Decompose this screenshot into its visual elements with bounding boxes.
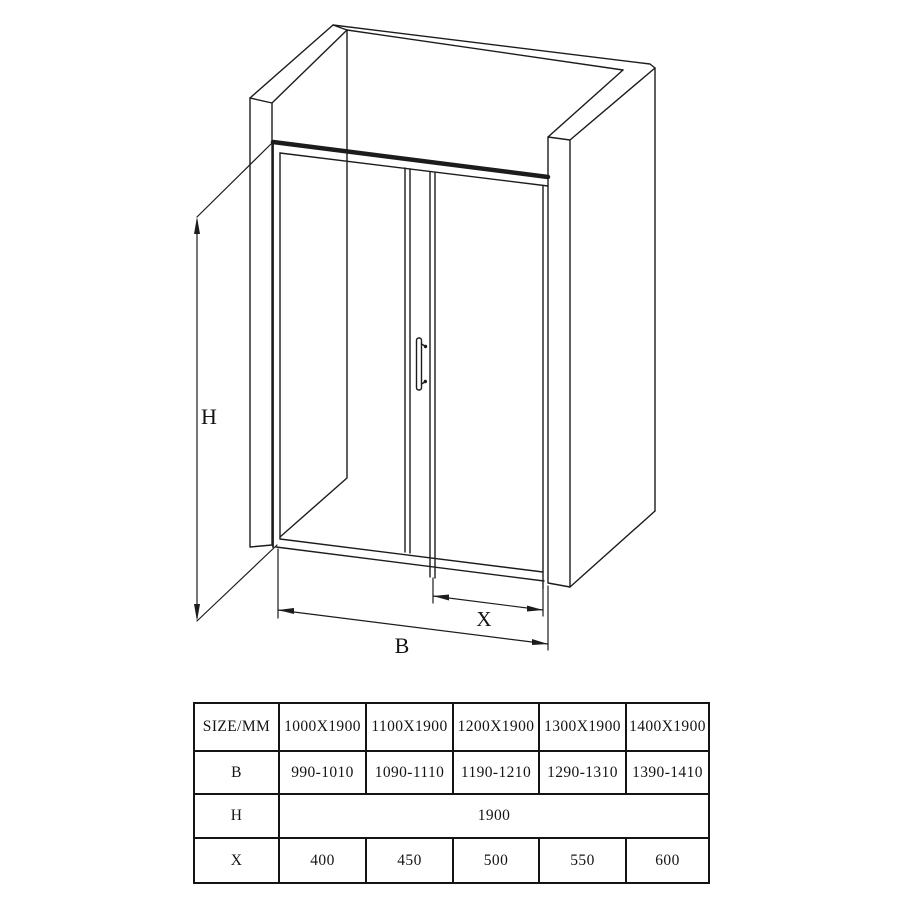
dimension-h bbox=[194, 142, 277, 621]
table-header-size-1: 1000X1900 bbox=[280, 704, 367, 752]
row-h-value: 1900 bbox=[280, 795, 710, 839]
arrow-left-icon bbox=[433, 595, 449, 601]
table-header-size-4: 1300X1900 bbox=[540, 704, 627, 752]
enclosure-walls bbox=[250, 25, 655, 587]
row-b-value-4: 1290-1310 bbox=[540, 752, 627, 795]
row-x-value-2: 450 bbox=[367, 839, 454, 884]
row-b-value-5: 1390-1410 bbox=[627, 752, 710, 795]
plane-bottom-edge bbox=[197, 545, 277, 621]
arrow-up-icon bbox=[194, 217, 200, 234]
door-handle-icon bbox=[417, 338, 428, 390]
row-b-value-3: 1190-1210 bbox=[454, 752, 540, 795]
sliding-panel bbox=[430, 172, 543, 589]
row-x-value-3: 500 bbox=[454, 839, 540, 884]
row-x-value-1: 400 bbox=[280, 839, 367, 884]
arrow-right-icon bbox=[532, 639, 548, 645]
door-frame bbox=[273, 142, 548, 589]
row-x-value-5: 600 bbox=[627, 839, 710, 884]
arrow-left-icon bbox=[278, 608, 294, 614]
row-h-label: H bbox=[195, 795, 280, 839]
arrow-right-icon bbox=[527, 606, 543, 612]
row-b-value-2: 1090-1110 bbox=[367, 752, 454, 795]
row-x-label: X bbox=[195, 839, 280, 884]
row-x-value-4: 550 bbox=[540, 839, 627, 884]
slide-dimension-label: X bbox=[476, 606, 492, 631]
table-header-size-5: 1400X1900 bbox=[627, 704, 710, 752]
plane-top-edge bbox=[197, 142, 273, 217]
table-header-size-2: 1100X1900 bbox=[367, 704, 454, 752]
table-header-size-3: 1200X1900 bbox=[454, 704, 540, 752]
size-spec-table bbox=[193, 702, 710, 884]
row-b-value-1: 990-1010 bbox=[280, 752, 367, 795]
row-b-label: B bbox=[195, 752, 280, 795]
table-header-size-mm: SIZE/MM bbox=[195, 704, 280, 752]
width-dimension-label: B bbox=[394, 633, 410, 659]
height-dimension-label: H bbox=[201, 404, 217, 430]
